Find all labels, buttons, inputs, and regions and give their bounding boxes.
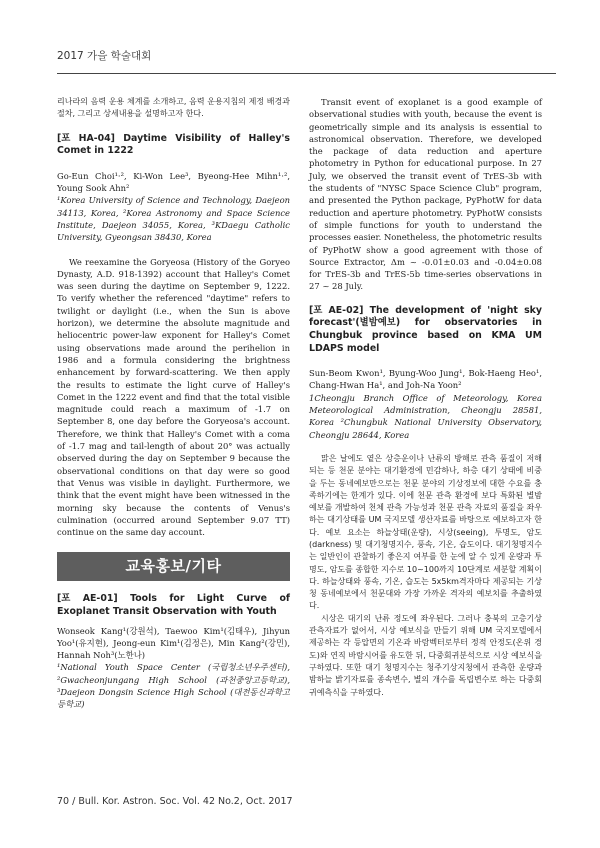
page-footer: 70 / Bull. Kor. Astron. Soc. Vol. 42 No.2, Oct. 2017: [57, 796, 293, 807]
abstract-title-ha04: [포 HA-04] Daytime Visibility of Halley's Comet in 1222: [57, 132, 290, 157]
authors-ae01: Wonseok Kang¹(강원석), Taewoo Kim¹(김태우), Jihyun Yoo¹(유지현), Jeong-eun Kim¹(김정은), Min Kang²(강민), Hannah Noh³(노한나): [57, 625, 290, 661]
running-header: 2017 가을 학술대회: [57, 50, 152, 62]
abstract-title-ae02: [포 AE-02] The development of 'night sky forecast'(별밤예보) for observatories in Chungbuk province based on KMA UM LDAPS model: [309, 304, 542, 354]
affiliations-ha04: ¹Korea University of Science and Technology, Daejeon 34113, Korea, ²Korea Astronomy and Space Science Institute, Daejeon 34055, Korea, ³KDaegu Catholic University, Gyeongsan 38430, Korea: [57, 195, 290, 243]
abstract-body-ae01: Transit event of exoplanet is a good example of observational studies with youth, because the event is geometrically simple and its analysis is essential to astronomical observation. Therefore, we developed the package of data reduction and aperture photometry in Python for educational purpose. In 27 July, we observed the transit event of TrES-3b with the students of "NYSC Space Science Club" program, and presented the Python package, PyPhotW for data reduction and aperture photometry. PyPhotW consists of simple functions for youth to understand the processes easier. Nonetheless, the photometric results of PyPhotW show a good agreement with those of Source Extractor, Δm ~ -0.01±0.03 and -0.04±0.08 for TrES-3b and TrES-5b time-series observations in 27 ~ 28 July.: [309, 97, 542, 292]
left-column: [57, 96, 290, 711]
authors-ae02: Sun-Beom Kwon¹, Byung-Woo Jung¹, Bok-Haeng Heo¹, Chang-Hwan Ha¹, and Joh-Na Yoon²: [309, 368, 542, 391]
abstract-title-ae01: [포 AE-01] Tools for Light Curve of Exoplanet Transit Observation with Youth: [57, 593, 290, 617]
intro-paragraph: 리나라의 음력 운용 체계를 소개하고, 음력 운용지침의 제정 배경과 절차, 그리고 상세내용을 설명하고자 한다.: [57, 97, 290, 119]
abstract-body-ae02-para2: 시상은 대기의 난류 정도에 좌우된다. 그러나 충북의 고층기상 관측자료가 없어서, 시상 예보식을 만들기 위해 UM 국지모델에서 제공하는 각 등압면의 기온과 바람벡터로부터 정적 안정도(온위 경도)와 연직 바람시어를 유도한 뒤, 다중회귀분석으로 시상 예보식을 구하였다. 또한 대기 청명지수는 청주기상지청에서 관측한 운량과 밤하늘 밝기자료를 종속변수, 별의 개수를 독립변수로 하는 다중회귀예측식을 구하였다.: [309, 613, 542, 697]
abstract-body-ae02-para1: 맑은 날에도 옅은 상층운이나 난류의 방해로 관측 품질이 저해되는 등 천문 분야는 대기환경에 민감하나, 하층 대기 상태에 비중을 두는 동네예보만으로는 천문 분야의 기상정보에 대한 수요를 충족하기에는 한계가 있다. 이에 천문 관측 환경에 보다 특화된 별밤예보를 개발하여 천체 관측 가능성과 천문 관측 자료의 품질을 좌우하는 대기상태를 UM 국지모델 생산자료를 바탕으로 예보하고자 한다. 예보 요소는 하늘상태(운량), 시상(seeing), 투명도, 암도(darkness) 및 대기청명지수, 풍속, 기온, 습도이다. 대기청명지수는 일반인이 관찰하기 좋은지 여부를 한 눈에 알 수 있게 운량과 투명도, 암도를 종합한 지수로 10~100까지 10단계로 세분할 계획이다. 하늘상태와 풍속, 기온, 습도는 5x5km격자마다 제공되는 기상청 동네예보에서 천문대와 가장 가까운 격자의 예보치를 추출하였다.: [309, 453, 542, 611]
abstract-body-ha04: We reexamine the Goryeosa (History of the Goryeo Dynasty, A.D. 918-1392) account that Halley's Comet was seen during the daytime on September 9, 1222. To verify whether the referenced "daytime" refers to twilight or daylight (i.e., when the Sun is above horizon), we determine the absolute magnitude and heliocentric power-law exponent for Halley's Comet using observations made around the perihelion in 1986 and a formula considering the brightness enhancement by forward-scattering. We then apply the results to estimate the light curve of Halley's Comet in the 1222 event and find that the total visible magnitude could reach a maximum of -1.7 on September 8, one day before the Goryeosa's account. Therefore, we think that Halley's Comet with a coma of -1.7 mag and tail-length of about 20° was actually observed during the day on September 9 because the observational conditions on that day were so good that Venus was visible in daylight. Furthermore, we think that the event might have been witnessed in the morning sky because the contents of Venus's culmination (occurred around September 9.07 TT) continue on the same day account.: [57, 256, 290, 538]
right-column: [309, 96, 542, 699]
header-rule: [57, 73, 556, 74]
affiliations-ae01: ¹National Youth Space Center (국립청소년우주센터), ²Gwacheonjungang High School (과천중앙고등학교), ³Daejeon Dongsin Science High School (대전동신과학고등학교): [57, 662, 290, 710]
section-banner: 교육홍보/기타: [57, 552, 290, 581]
affiliations-ae02: 1Cheongju Branch Office of Meteorology, Korea Meteorological Administration, Cheongju 28581, Korea ²Chungbuk National University Observatory, Cheongju 28644, Korea: [309, 392, 542, 440]
authors-ha04: Go-Eun Choi¹·², Ki-Won Lee³, Byeong-Hee Mihn¹·², Young Sook Ahn²: [57, 170, 290, 194]
